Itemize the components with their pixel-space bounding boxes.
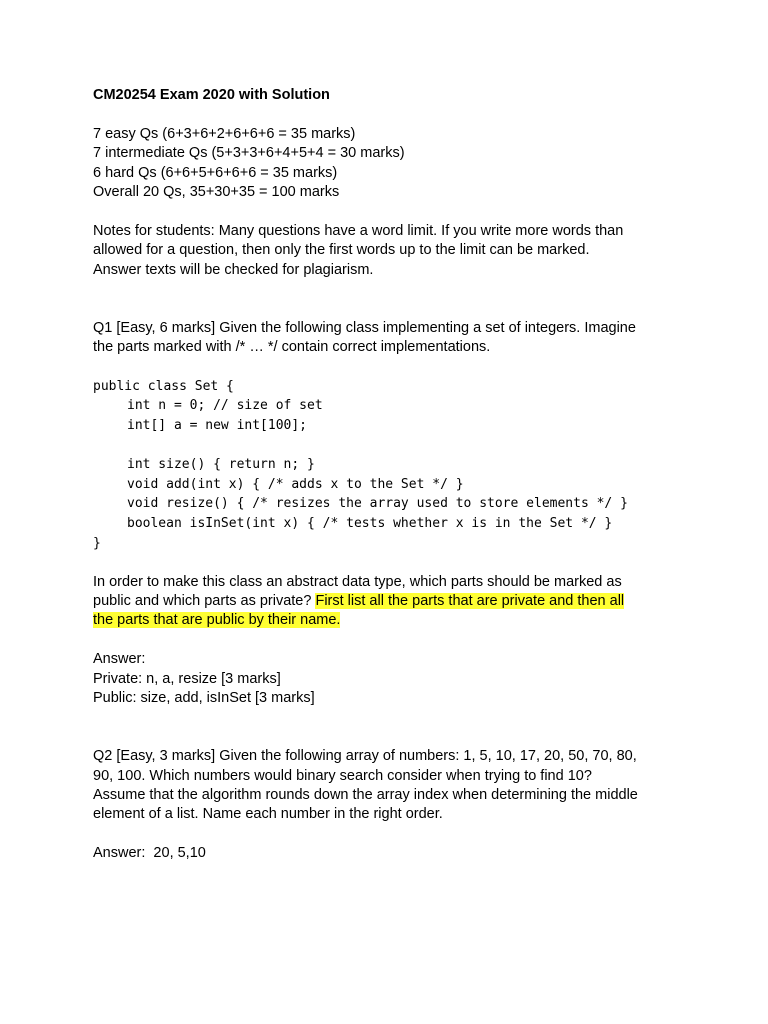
notes-line: Notes for students: Many questions have a word limit. If you write more words than (93, 222, 624, 239)
code-line: boolean isInSet(int x) { /* tests whether x is in the Set */ } (127, 516, 613, 532)
spacer (93, 105, 693, 124)
highlighted-text: the parts that are public by their name. (93, 612, 341, 629)
code-line: void add(int x) { /* adds x to the Set */ } (127, 476, 464, 492)
spacer (93, 825, 693, 844)
document-title: CM20254 Exam 2020 with Solution (93, 87, 330, 103)
code-line: } (93, 535, 101, 551)
q1-question-line: In order to make this class an abstract data type, which parts should be marked as (93, 573, 622, 590)
spacer (93, 357, 693, 376)
notes-line: allowed for a question, then only the first words up to the limit can be marked. (93, 242, 590, 259)
highlighted-text: First list all the parts that are private and then all (315, 592, 625, 609)
code-line: public class Set { (93, 378, 234, 394)
code-line: void resize() { /* resizes the array used to store elements */ } (127, 496, 628, 512)
answer-label: Answer: (93, 651, 146, 668)
q1-question-line (93, 611, 693, 630)
q2-line: element of a list. Name each number in the right order. (93, 806, 443, 823)
spacer (93, 280, 693, 299)
summary-line: 7 easy Qs (6+3+6+2+6+6+6 = 35 marks) (93, 125, 356, 142)
q1-question-text: public and which parts as private? (93, 592, 316, 609)
q1-intro-line: Q1 [Easy, 6 marks] Given the following class implementing a set of integers. Imagine (93, 319, 636, 336)
q1-intro-line: the parts marked with /* … */ contain correct implementations. (93, 339, 491, 356)
code-line: int size() { return n; } (127, 457, 315, 473)
document-page (93, 86, 693, 863)
spacer (93, 631, 693, 650)
code-line: int[] a = new int[100]; (127, 418, 308, 434)
notes-line: Answer texts will be checked for plagiarism. (93, 261, 374, 278)
code-line: int n = 0; // size of set (127, 398, 323, 414)
spacer (93, 553, 693, 572)
summary-line: 7 intermediate Qs (5+3+3+6+4+5+4 = 30 marks) (93, 145, 405, 162)
spacer (93, 299, 693, 318)
answer-private: Private: n, a, resize [3 marks] (93, 670, 281, 687)
spacer (93, 202, 693, 221)
summary-line: 6 hard Qs (6+6+5+6+6+6 = 35 marks) (93, 164, 338, 181)
q2-line: 90, 100. Which numbers would binary search consider when trying to find 10? (93, 767, 592, 784)
summary-line: Overall 20 Qs, 35+30+35 = 100 marks (93, 183, 340, 200)
code-blank-line (93, 436, 693, 456)
q2-line: Assume that the algorithm rounds down the array index when determining the middle (93, 786, 638, 803)
q1-question-line (93, 592, 693, 611)
spacer (93, 728, 693, 747)
q2-answer: Answer: 20, 5,10 (93, 845, 206, 862)
q2-line: Q2 [Easy, 3 marks] Given the following array of numbers: 1, 5, 10, 17, 20, 50, 70, 80, (93, 748, 637, 765)
answer-public: Public: size, add, isInSet [3 marks] (93, 689, 315, 706)
spacer (93, 708, 693, 727)
